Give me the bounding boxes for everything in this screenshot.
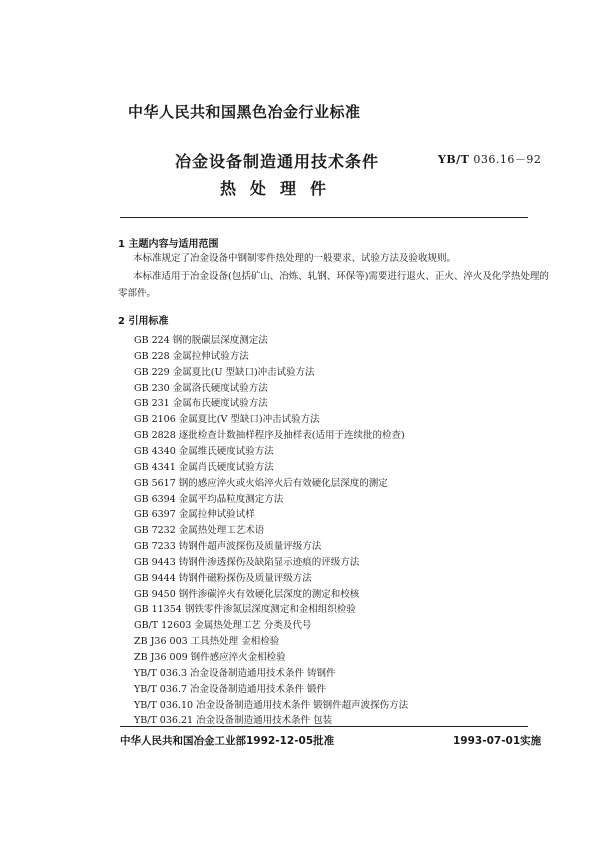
approval-statement: 中华人民共和国冶金工业部1992-12-05批准 xyxy=(120,735,335,747)
section-1-heading: 1 主题内容与适用范围 xyxy=(118,239,219,250)
implementation-date: 1993-07-01实施 xyxy=(453,735,542,747)
issuing-organization: 中华人民共和国黑色冶金行业标准 xyxy=(128,103,361,121)
standard-subtitle: 热处理件 xyxy=(220,179,341,198)
standard-code-prefix: YB/T xyxy=(438,153,470,166)
reference-item: GB 231 金属布氏硬度试验方法 xyxy=(134,398,268,410)
section-1-paragraph-2-line-2: 零部件。 xyxy=(118,288,157,299)
reference-item: YB/T 036.21 冶金设备制造通用技术条件 包装 xyxy=(134,715,333,727)
section-1-paragraph-1: 本标准规定了冶金设备中钢制零件热处理的一般要求、试验方法及验收规则。 xyxy=(133,253,457,264)
standard-code xyxy=(438,151,541,167)
reference-item: GB 4340 金属维氏硬度试验方法 xyxy=(134,445,274,457)
reference-item: YB/T 036.7 冶金设备制造通用技术条件 锻件 xyxy=(134,683,327,695)
reference-item: GB/T 12603 金属热处理工艺 分类及代号 xyxy=(134,620,312,632)
reference-item: GB 5617 钢的感应淬火或火焰淬火后有效硬化层深度的测定 xyxy=(134,477,388,489)
reference-item: GB 7232 金属热处理工艺术语 xyxy=(134,525,265,537)
reference-item: GB 4341 金属肖氏硬度试验方法 xyxy=(134,461,274,473)
reference-item: GB 9443 铸钢件渗透探伤及缺陷显示迹痕的评级方法 xyxy=(134,556,360,568)
reference-item: GB 229 金属夏比(U 型缺口)冲击试验方法 xyxy=(134,366,315,378)
reference-item: GB 11354 钢铁零件渗氮层深度测定和金相组织检验 xyxy=(134,604,356,616)
reference-item: GB 9444 铸钢件磁粉探伤及质量评级方法 xyxy=(134,572,312,584)
reference-item: GB 2106 金属夏比(V 型缺口)冲击试验方法 xyxy=(134,414,320,426)
footer-divider xyxy=(120,726,528,727)
section-1-paragraph-2-line-1: 本标准适用于冶金设备(包括矿山、冶炼、轧钢、环保等)需要进行退火、正火、淬火及化学热处理的 xyxy=(133,271,549,282)
reference-item: YB/T 036.3 冶金设备制造通用技术条件 铸钢件 xyxy=(134,667,336,679)
reference-item: GB 224 钢的脱碳层深度测定法 xyxy=(134,335,268,346)
standard-code-number: 036.16－92 xyxy=(473,153,542,166)
header-divider xyxy=(120,217,528,218)
reference-item: YB/T 036.10 冶金设备制造通用技术条件 锻钢件超声波探伤方法 xyxy=(134,699,409,711)
reference-item: GB 228 金属拉伸试验方法 xyxy=(134,350,249,362)
reference-item: GB 9450 钢件渗碳淬火有效硬化层深度的测定和校核 xyxy=(134,588,360,600)
reference-item: GB 2828 逐批检查计数抽样程序及抽样表(适用于连续批的检查) xyxy=(134,430,405,442)
section-2-heading: 2 引用标准 xyxy=(118,316,169,327)
reference-item: ZB J36 009 钢件感应淬火金相检验 xyxy=(134,652,286,663)
reference-item: GB 230 金属洛氏硬度试验方法 xyxy=(134,382,268,394)
reference-item: GB 6394 金属平均晶粒度测定方法 xyxy=(134,493,284,505)
reference-item: GB 7233 铸钢件超声波探伤及质量评级方法 xyxy=(134,541,322,553)
standard-title: 冶金设备制造通用技术条件 xyxy=(175,152,380,171)
reference-item: GB 6397 金属拉伸试验试样 xyxy=(134,509,255,521)
reference-item: ZB J36 003 工具热处理 金相检验 xyxy=(134,636,280,648)
